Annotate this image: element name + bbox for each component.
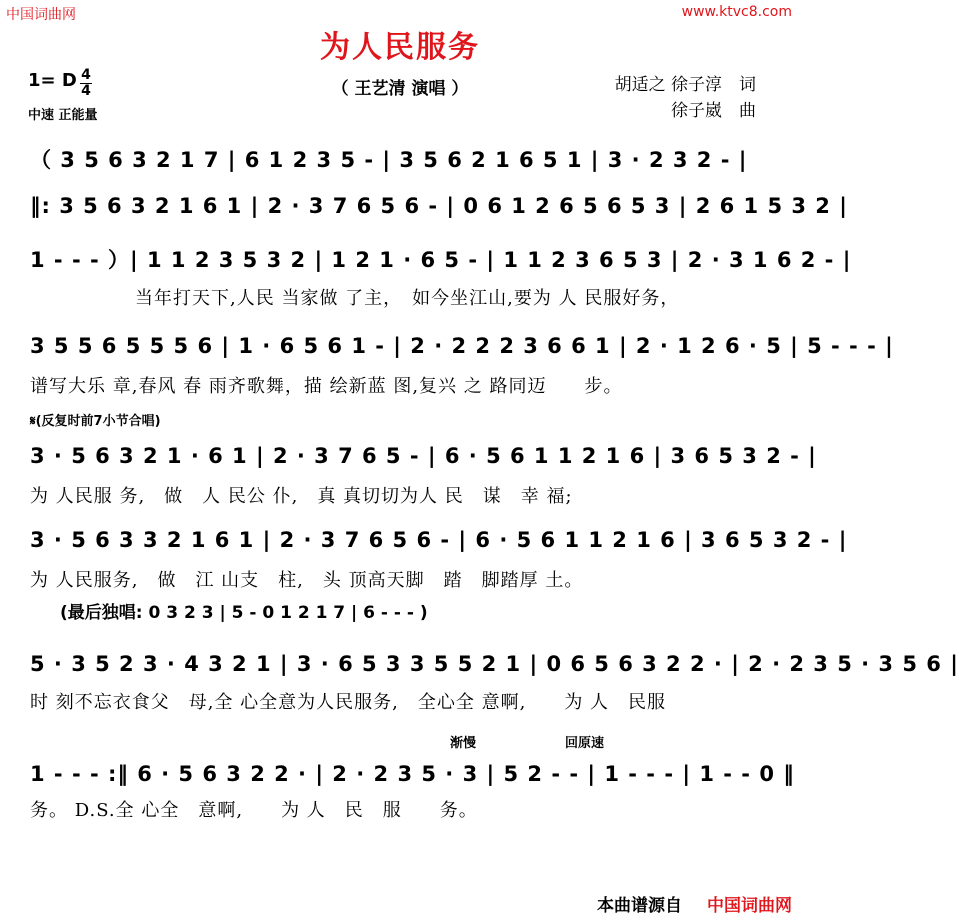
score-line-1: （ 3 5 6 3 2 1 7 | 6 1 2 3 5 - | 3 5 6 2 1 6 5 1 | 3 · 2 3 2 - |: [30, 148, 748, 172]
lyric-line-3: 当年打天下,人民 当家做 了主， 如今坐江山,要为 人 民服好务，: [135, 288, 680, 309]
watermark-left[interactable]: 中国词曲网: [6, 7, 76, 23]
score-line-3: 1 - - - ）| 1 1 2 3 5 3 2 | 1 2 1 · 6 5 - | 1 1 2 3 6 5 3 | 2 · 3 1 6 2 - |: [30, 248, 852, 272]
lyricist-credit: 胡适之 徐子淳 词: [614, 75, 756, 95]
tempo-return-mark: 回原速: [565, 736, 605, 751]
final-solo-phrase: (最后独唱: 0 3 2 3 | 5 - 0 1 2 1 7 | 6 - - - ): [60, 603, 428, 623]
segno-repeat-note: 𝄋(反复时前7小节合唱): [30, 414, 161, 429]
singer-credit: （ 王艺清 演唱 ）: [331, 79, 469, 99]
lyric-line-6: 为 人民服务, 做 江 山支 柱, 头 顶高天脚 踏 脚踏厚 土。: [30, 570, 584, 591]
song-title: 为人民服务: [320, 30, 480, 65]
score-line-8: 1 - - - :‖ 6 · 5 6 3 2 2 · | 2 · 2 3 5 · 3 | 5 2 - - | 1 - - - | 1 - - 0 ‖: [30, 762, 795, 786]
key-signature: 1= D: [28, 70, 77, 91]
footer-source-label: 本曲谱源自: [597, 896, 682, 916]
score-line-5: 3 · 5 6 3 2 1 · 6 1 | 2 · 3 7 6 5 - | 6 · 5 6 1 1 2 1 6 | 3 6 5 3 2 - |: [30, 444, 817, 468]
lyric-line-7: 时 刻不忘衣食父 母,全 心全意为人民服务, 全心全 意啊, 为 人 民服: [30, 692, 667, 713]
watermark-right[interactable]: www.ktvc8.com: [681, 4, 792, 20]
time-signature-bottom: 4: [81, 83, 91, 99]
score-line-4: 3 5 5 6 5 5 5 6 | 1 · 6 5 6 1 - | 2 · 2 2 2 3 6 6 1 | 2 · 1 2 6 · 5 | 5 - - - |: [30, 334, 894, 358]
slow-down-mark: 渐慢: [450, 736, 477, 751]
score-line-6: 3 · 5 6 3 3 2 1 6 1 | 2 · 3 7 6 5 6 - | 6 · 5 6 1 1 2 1 6 | 3 6 5 3 2 - |: [30, 528, 848, 552]
time-signature: [80, 68, 92, 99]
lyric-line-4: 谱写大乐 章,春风 春 雨齐歌舞，描 绘新蓝 图,复兴 之 路同迈 步。: [30, 376, 623, 397]
composer-credit: 徐子崴 曲: [671, 101, 756, 121]
score-line-2: ‖: 3 5 6 3 2 1 6 1 | 2 · 3 7 6 5 6 - | 0 6 1 2 6 5 6 5 3 | 2 6 1 5 3 2 |: [30, 194, 848, 218]
footer-site-link[interactable]: 中国词曲网: [707, 896, 792, 916]
lyric-line-5: 为 人民服 务, 做 人 民公 仆, 真 真切切为人 民 谋 幸 福;: [30, 486, 573, 507]
time-signature-top: 4: [81, 67, 91, 83]
tempo-marking: 中速 正能量: [28, 108, 98, 123]
lyric-line-8: 务。 D.S.全 心全 意啊, 为 人 民 服 务。: [30, 800, 478, 821]
score-line-7: 5 · 3 5 2 3 · 4 3 2 1 | 3 · 6 5 3 3 5 5 2 1 | 0 6 5 6 3 2 2 · | 2 · 2 3 5 · 3 5 6 |: [30, 652, 959, 676]
